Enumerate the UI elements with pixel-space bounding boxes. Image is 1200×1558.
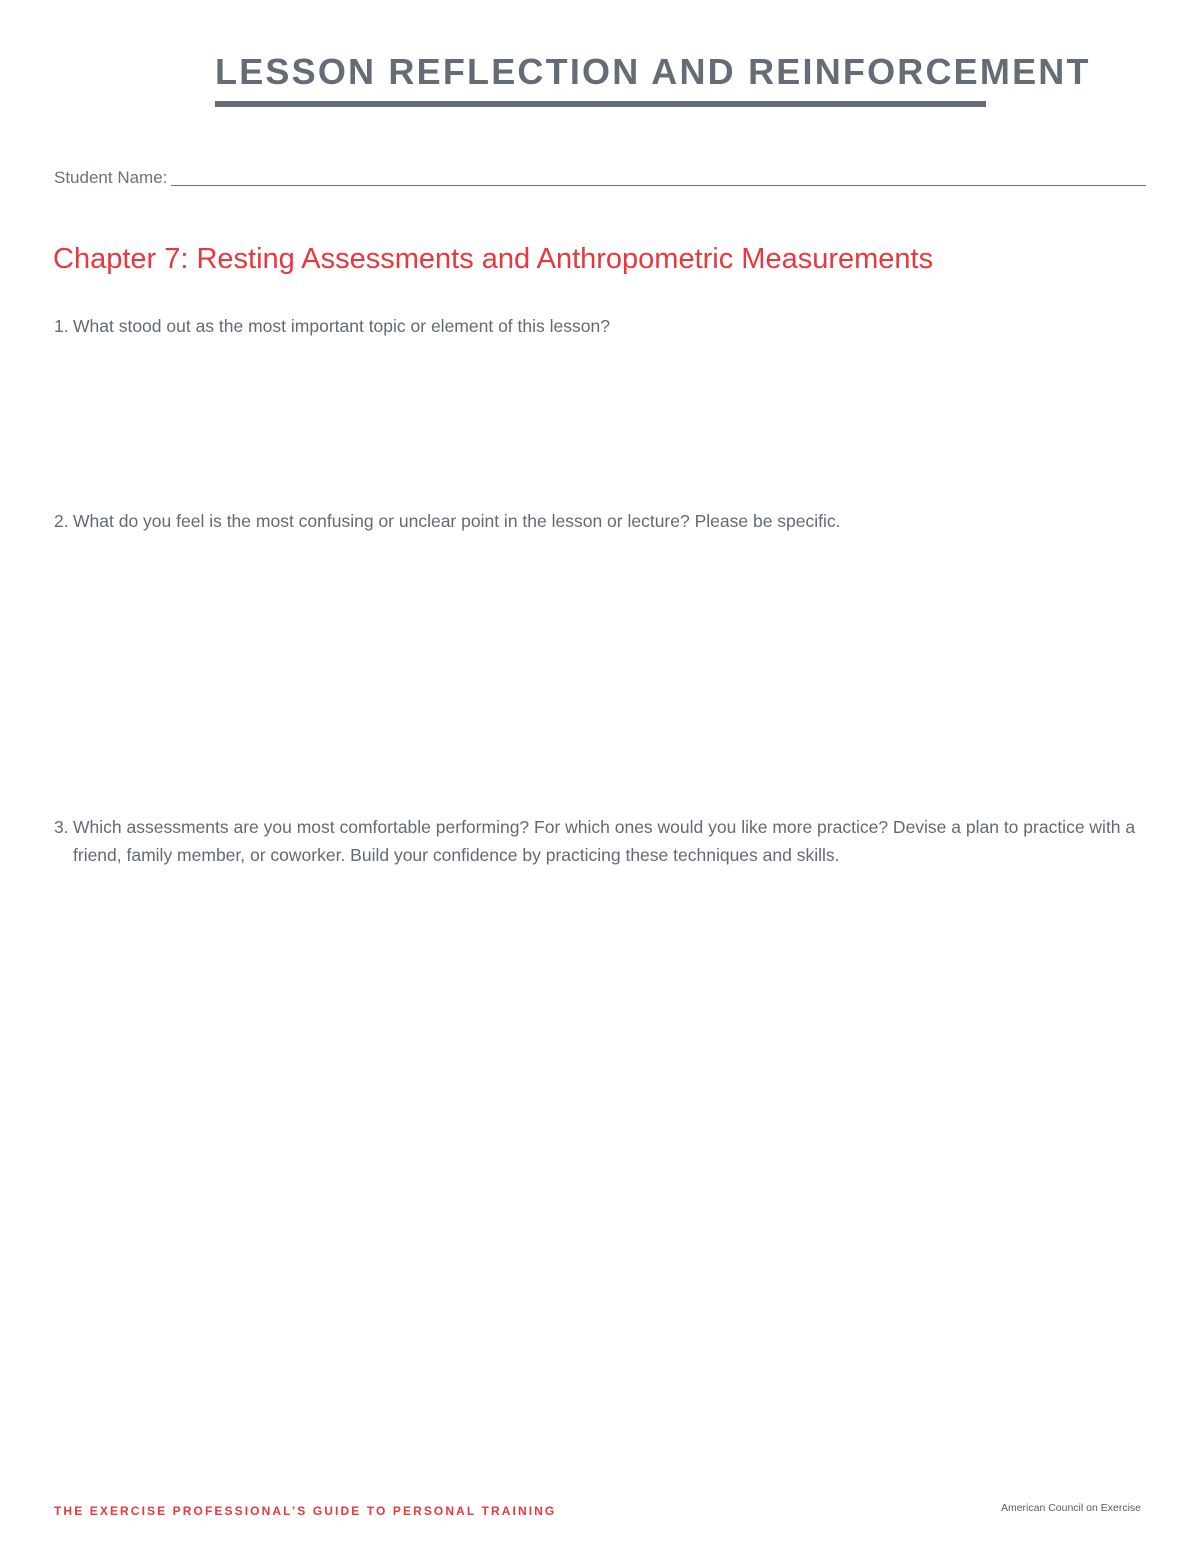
question-number: 1. — [54, 316, 69, 336]
question-text: What do you feel is the most confusing or unclear point in the lesson or lecture? Please be specific. — [73, 511, 841, 531]
question-number: 3. — [54, 817, 69, 837]
chapter-heading: Chapter 7: Resting Assessments and Anthropometric Measurements — [53, 243, 934, 275]
question-3 — [54, 813, 1144, 869]
question-text: What stood out as the most important topic or element of this lesson? — [73, 316, 610, 336]
question-1 — [54, 312, 1054, 340]
question-text: Which assessments are you most comfortable performing? For which ones would you like more practice? Devise a plan to practice with a friend, family member, or coworker. Build your confidence by practicing these techniques and skills. — [73, 817, 1136, 865]
footer-publisher: American Council on Exercise — [1000, 1502, 1141, 1514]
question-2 — [54, 507, 1054, 535]
footer-book-title: THE EXERCISE PROFESSIONAL’S GUIDE TO PERSONAL TRAINING — [54, 1504, 557, 1518]
student-name-line — [171, 166, 1146, 186]
student-name-label: Student Name: — [54, 168, 168, 187]
question-number: 2. — [54, 511, 69, 531]
student-name-row — [54, 163, 1146, 189]
page-title: LESSON REFLECTION AND REINFORCEMENT — [215, 51, 1091, 92]
title-underline — [215, 101, 986, 107]
